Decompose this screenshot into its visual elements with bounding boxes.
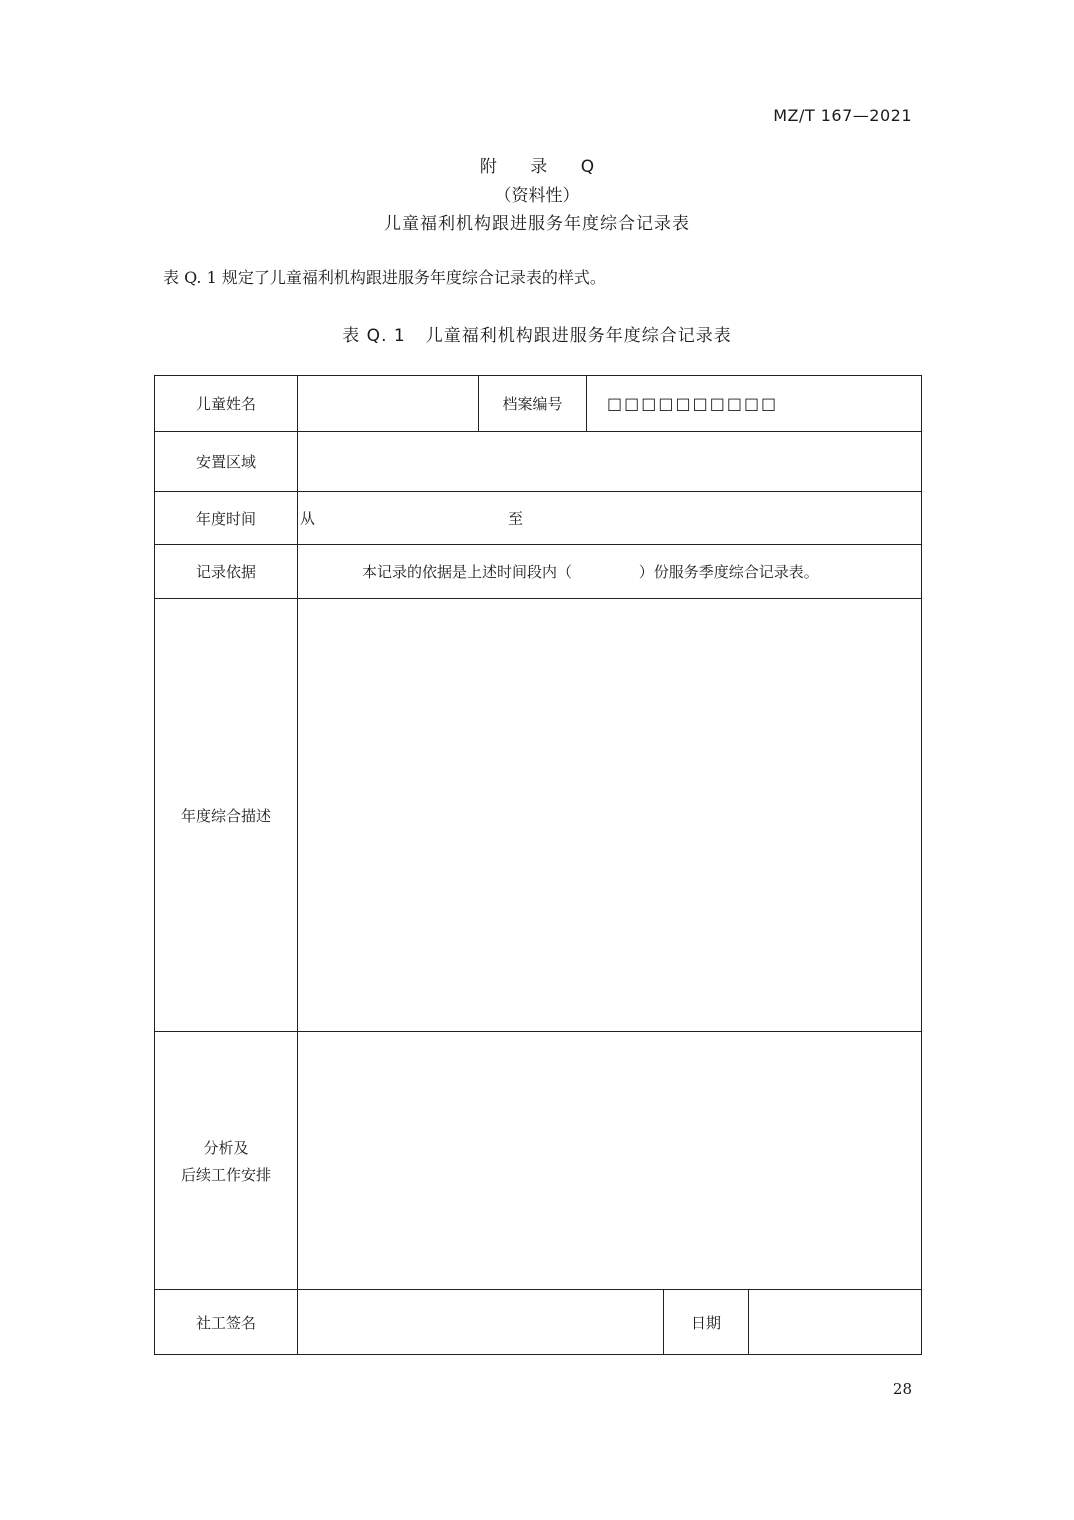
table-row [155,376,922,432]
table-caption [0,321,1074,346]
annual-description-label: 年度综合描述 [155,599,298,1032]
table-row [155,1032,922,1290]
year-period-label: 年度时间 [155,492,298,545]
record-basis-text: 本记录的依据是上述时间段内（ ）份服务季度综合记录表。 [298,545,922,599]
social-worker-signature-label: 社工签名 [155,1290,298,1355]
year-period-field[interactable] [298,492,922,545]
file-number-boxes[interactable]: □□□□□□□□□□ [587,376,922,432]
analysis-label [155,1032,298,1290]
year-to-text: 至 [508,509,524,528]
annex-name: 儿童福利机构跟进服务年度综合记录表 [384,214,690,234]
annual-description-field[interactable] [298,599,922,1032]
record-basis-label: 记录依据 [155,545,298,599]
child-name-field[interactable] [298,376,479,432]
table-row [155,1290,922,1355]
intro-paragraph: 表 Q. 1 规定了儿童福利机构跟进服务年度综合记录表的样式。 [163,268,606,287]
record-form-table [154,375,922,1355]
analysis-field[interactable] [298,1032,922,1290]
table-caption-number: 表 Q. 1 [342,326,406,346]
standard-code: MZ/T 167—2021 [773,106,912,125]
page-number: 28 [892,1380,912,1398]
annex-type: （资料性） [494,186,580,206]
annex-title: 附 录 Q [479,157,609,177]
year-from-text: 从 [300,509,316,528]
placement-area-field[interactable] [298,432,922,492]
table-row [155,492,922,545]
table-row [155,545,922,599]
table-row [155,432,922,492]
table-row [155,599,922,1032]
analysis-label-line-1: 分析及 [203,1138,249,1157]
date-label: 日期 [664,1290,749,1355]
social-worker-signature-field[interactable] [298,1290,664,1355]
file-number-label: 档案编号 [479,376,587,432]
date-field[interactable] [749,1290,922,1355]
analysis-label-line-2: 后续工作安排 [180,1165,271,1184]
placement-area-label: 安置区域 [155,432,298,492]
table-caption-title: 儿童福利机构跟进服务年度综合记录表 [425,326,732,346]
child-name-label: 儿童姓名 [155,376,298,432]
